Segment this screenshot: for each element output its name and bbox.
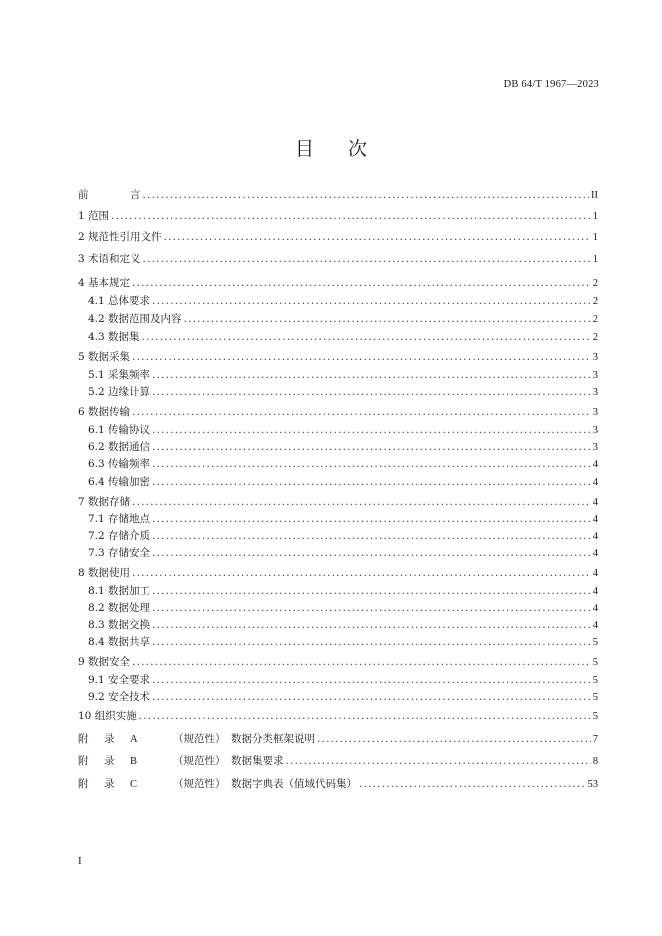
toc-entry-appendix[interactable] — [78, 776, 598, 792]
toc-entry-text: 4.2 数据范围及内容 — [88, 313, 182, 325]
dot-leader — [132, 656, 591, 668]
toc-entry[interactable] — [88, 384, 598, 400]
dot-leader — [152, 458, 591, 470]
dot-leader — [152, 636, 591, 648]
toc-entry[interactable] — [88, 311, 598, 327]
dot-leader — [184, 313, 591, 325]
dot-leader — [132, 351, 591, 363]
toc-page-number: 4 — [592, 459, 598, 470]
toc-entry-text: 10 组织实施 — [78, 710, 137, 722]
toc-entry[interactable] — [88, 329, 598, 345]
appendix-title: 数据集要求 — [231, 755, 284, 767]
toc-page-number: 53 — [587, 779, 598, 790]
appendix-letter: C — [130, 779, 138, 790]
toc-entry-text: 8.2 数据处理 — [88, 602, 151, 614]
toc-page-number: II — [591, 190, 598, 201]
appendix-b: 录 — [104, 733, 115, 745]
toc-entry[interactable] — [78, 565, 598, 581]
toc-entry[interactable] — [88, 367, 598, 383]
toc-entry-appendix[interactable] — [78, 731, 598, 747]
toc-page-number: 3 — [592, 442, 598, 453]
toc-entry-appendix[interactable] — [78, 753, 598, 769]
toc-page-number: 4 — [592, 586, 598, 597]
appendix-kind: （规范性） — [173, 733, 226, 745]
toc-entry-text: 6.2 数据通信 — [88, 441, 151, 453]
appendix-kind: （规范性） — [173, 778, 226, 790]
toc-entry-text: 前 言 — [78, 189, 141, 201]
toc-entry[interactable] — [88, 511, 598, 527]
toc-page-number: 7 — [592, 734, 598, 745]
toc-entry-text — [78, 753, 284, 768]
dot-leader — [317, 733, 591, 745]
dot-leader — [132, 496, 591, 508]
dot-leader — [142, 331, 591, 343]
toc-entry-text: 5 数据采集 — [78, 351, 131, 363]
toc-entry[interactable] — [88, 634, 598, 650]
appendix-letter: A — [130, 734, 138, 745]
footer-page-number: I — [78, 855, 82, 867]
appendix-title: 数据分类框架说明 — [231, 733, 315, 745]
toc-entry-text: 7 数据存储 — [78, 496, 131, 508]
toc-entry-text: 7.3 存储安全 — [88, 547, 151, 559]
toc-entry-text: 4.1 总体要求 — [88, 295, 151, 307]
toc-entry-text: 6 数据传输 — [78, 406, 131, 418]
appendix-a: 附 — [78, 733, 89, 745]
dot-leader — [164, 231, 591, 243]
dot-leader — [152, 602, 591, 614]
toc-page-number: 5 — [592, 692, 598, 703]
toc-entry-text: 8.1 数据加工 — [88, 585, 151, 597]
dot-leader — [152, 674, 591, 686]
dot-leader — [132, 567, 591, 579]
appendix-a: 附 — [78, 778, 89, 790]
toc-entry[interactable] — [88, 689, 598, 705]
toc-entry[interactable] — [78, 708, 598, 724]
dot-leader — [152, 513, 591, 525]
dot-leader — [152, 476, 591, 488]
toc-entry[interactable] — [78, 251, 598, 267]
toc-entry-text: 8 数据使用 — [78, 567, 131, 579]
toc-entry-preface[interactable] — [78, 187, 598, 203]
toc-entry-text: 4.3 数据集 — [88, 331, 140, 343]
toc-page-number: 4 — [592, 568, 598, 579]
dot-leader — [132, 406, 591, 418]
toc-entry[interactable] — [88, 422, 598, 438]
dot-leader — [111, 210, 591, 222]
appendix-letter: B — [130, 756, 138, 767]
toc-title: 目次 — [294, 138, 401, 160]
toc-entry-text: 9.1 安全要求 — [88, 674, 151, 686]
toc-page-number: 1 — [592, 254, 598, 265]
toc-entry[interactable] — [88, 474, 598, 490]
toc-entry-text: 3 术语和定义 — [78, 253, 141, 265]
toc-entry-text — [78, 731, 315, 746]
toc-entry[interactable] — [78, 494, 598, 510]
toc-page-number: 4 — [592, 497, 598, 508]
toc-page-number: 3 — [592, 407, 598, 418]
toc-entry-text: 6.3 传输频率 — [88, 458, 151, 470]
appendix-title: 数据字典表（值域代码集） — [231, 778, 357, 790]
dot-leader — [152, 530, 591, 542]
toc-page-number: 4 — [592, 477, 598, 488]
toc-page-number: 2 — [592, 278, 598, 289]
toc-page-number: 5 — [592, 711, 598, 722]
toc-page-number: 3 — [592, 387, 598, 398]
dot-leader — [139, 710, 591, 722]
toc-page-number: 4 — [592, 548, 598, 559]
toc-entry[interactable] — [88, 545, 598, 561]
toc-entry-text: 6.4 传输加密 — [88, 476, 151, 488]
toc-entry[interactable] — [88, 583, 598, 599]
toc-page-number: 4 — [592, 531, 598, 542]
toc-page-number: 3 — [592, 370, 598, 381]
toc-entry[interactable] — [78, 349, 598, 365]
toc-entry-text: 6.1 传输协议 — [88, 424, 151, 436]
dot-leader — [152, 369, 591, 381]
toc-entry-text: 7.1 存储地点 — [88, 513, 151, 525]
toc-page-number: 2 — [592, 332, 598, 343]
toc-entry[interactable] — [88, 293, 598, 309]
toc-entry-text: 8.4 数据共享 — [88, 636, 151, 648]
toc-entry[interactable] — [78, 208, 598, 224]
toc-page-number: 4 — [592, 603, 598, 614]
toc-page-number: 1 — [592, 211, 598, 222]
toc-entry-text: 7.2 存储介质 — [88, 530, 151, 542]
appendix-b: 录 — [104, 755, 115, 767]
toc-entry[interactable] — [78, 404, 598, 420]
dot-leader — [152, 691, 591, 703]
appendix-a: 附 — [78, 755, 89, 767]
toc-entry[interactable] — [78, 275, 598, 291]
toc-page-number: 3 — [592, 425, 598, 436]
dot-leader — [152, 585, 591, 597]
toc-entry-text: 9.2 安全技术 — [88, 691, 151, 703]
dot-leader — [143, 253, 591, 265]
dot-leader — [286, 755, 591, 767]
toc-page-number: 4 — [592, 620, 598, 631]
toc-entry[interactable] — [88, 617, 598, 633]
dot-leader — [359, 778, 586, 790]
toc-entry[interactable] — [88, 439, 598, 455]
toc-entry[interactable] — [78, 654, 598, 670]
toc-page-number: 2 — [592, 296, 598, 307]
dot-leader — [152, 424, 591, 436]
dot-leader — [152, 619, 591, 631]
toc-entry-text: 8.3 数据交换 — [88, 619, 151, 631]
toc-entry-text: 1 范围 — [78, 210, 110, 222]
toc-entry[interactable] — [88, 672, 598, 688]
toc-page-number: 1 — [592, 232, 598, 243]
toc-entry-text: 4 基本规定 — [78, 277, 131, 289]
document-code: DB 64/T 1967—2023 — [503, 79, 599, 90]
toc-entry-text: 2 规范性引用文件 — [78, 231, 162, 243]
appendix-kind: （规范性） — [173, 755, 226, 767]
toc-entry[interactable] — [78, 229, 598, 245]
toc-page-number: 4 — [592, 514, 598, 525]
dot-leader — [152, 547, 591, 559]
dot-leader — [143, 189, 590, 201]
dot-leader — [152, 386, 591, 398]
toc-entry-text: 5.1 采集频率 — [88, 369, 151, 381]
toc-page-number: 5 — [592, 675, 598, 686]
toc-page-number: 8 — [592, 756, 598, 767]
dot-leader — [152, 441, 591, 453]
toc-page-number: 3 — [592, 352, 598, 363]
toc-entry-text: 5.2 边缘计算 — [88, 386, 151, 398]
dot-leader — [132, 277, 591, 289]
dot-leader — [152, 295, 591, 307]
toc-page-number: 5 — [592, 637, 598, 648]
toc-page-number: 5 — [592, 657, 598, 668]
appendix-b: 录 — [104, 778, 115, 790]
toc-entry[interactable] — [88, 600, 598, 616]
toc-entry[interactable] — [88, 528, 598, 544]
toc-entry[interactable] — [88, 456, 598, 472]
toc-entry-text: 9 数据安全 — [78, 656, 131, 668]
toc-page-number: 2 — [592, 314, 598, 325]
toc-entry-text — [78, 776, 357, 791]
